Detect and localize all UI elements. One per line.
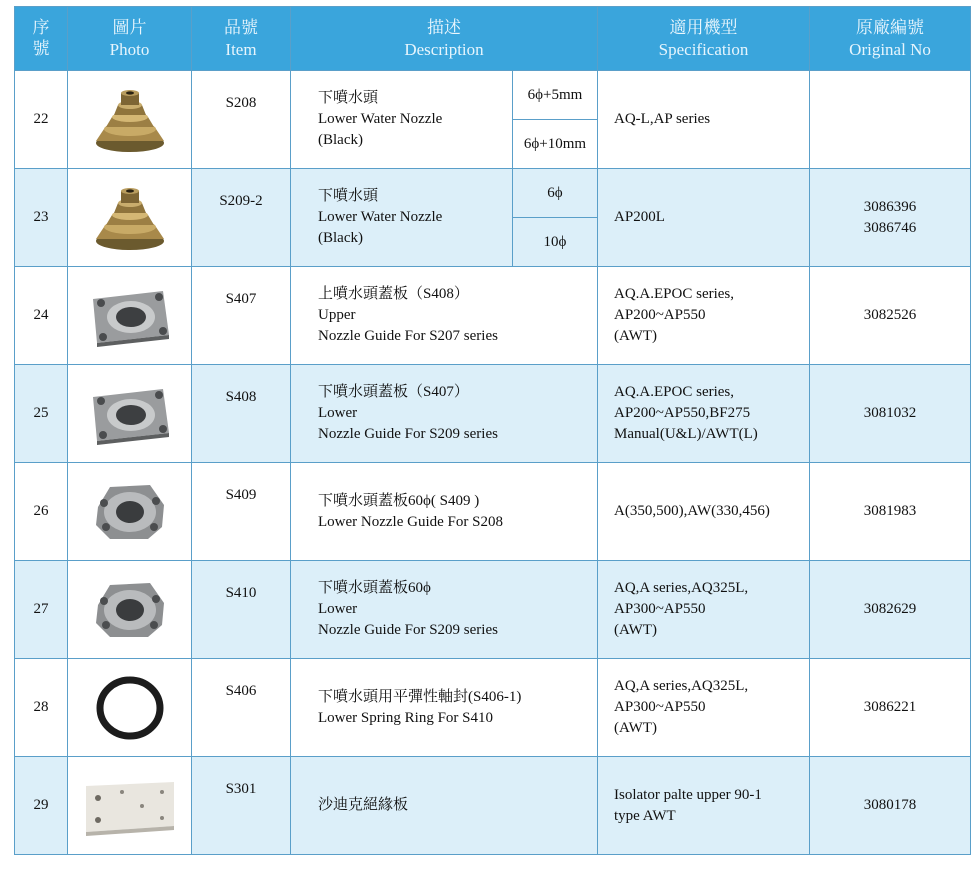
original-no — [810, 169, 971, 267]
specification — [598, 71, 810, 169]
original-number: 3086746 — [863, 219, 917, 236]
table-body — [15, 71, 971, 855]
stepped-nozzle-icon — [90, 209, 170, 225]
part-photo — [68, 561, 192, 659]
specification — [598, 561, 810, 659]
header-no: 序 號 — [15, 7, 68, 71]
part-photo — [68, 267, 192, 365]
o-ring-icon — [95, 699, 165, 715]
specification-line: AQ,A series,AQ325L, — [614, 678, 749, 694]
specification — [598, 659, 810, 757]
description-line: Lower — [318, 601, 358, 617]
table-header — [15, 7, 971, 71]
description-line: 下噴水頭蓋板60ϕ — [318, 580, 431, 596]
description-line: Lower Spring Ring For S410 — [318, 709, 494, 726]
description-line: 上噴水頭蓋板（S408） — [318, 286, 469, 302]
item-code: S410 — [192, 561, 291, 659]
part-photo — [68, 757, 192, 855]
table-row — [15, 267, 971, 365]
original-no — [810, 267, 971, 365]
item-code: S208 — [192, 71, 291, 169]
original-number: 3082629 — [863, 601, 917, 617]
description-line: Nozzle Guide For S207 series — [318, 328, 498, 344]
specification-line: Isolator palte upper 90-1 — [614, 786, 762, 803]
description-line: Lower Water Nozzle — [318, 209, 443, 225]
table-row — [15, 463, 971, 561]
description — [291, 757, 598, 855]
specification — [598, 267, 810, 365]
specification-line: type AWT — [614, 807, 676, 824]
specification — [598, 169, 810, 267]
description — [291, 561, 598, 659]
specification-line: AP300~AP550 — [614, 699, 706, 715]
row-number: 23 — [15, 169, 68, 267]
original-number: 3086396 — [863, 198, 917, 215]
dimension: 6ϕ+10mm — [513, 120, 598, 169]
row-number: 28 — [15, 659, 68, 757]
part-photo — [68, 463, 192, 561]
header-specification: 適用機型 Specification — [598, 7, 810, 71]
header-original-no: 原廠編號 Original No — [810, 7, 971, 71]
description-line: Lower — [318, 405, 358, 421]
original-no — [810, 71, 971, 169]
part-photo — [68, 169, 192, 267]
header-description: 描述 Description — [291, 7, 598, 71]
specification-line: AP200~AP550 — [614, 307, 706, 323]
description-line: Nozzle Guide For S209 series — [318, 426, 498, 442]
specification-line: Manual(U&L)/AWT(L) — [614, 426, 758, 442]
specification-line: AQ.A.EPOC series, — [614, 286, 735, 302]
description-line: 下噴水頭 — [318, 90, 379, 106]
table-row — [15, 365, 971, 463]
part-photo — [68, 659, 192, 757]
description-line: 下噴水頭蓋板（S407） — [318, 384, 469, 400]
original-number: 3080178 — [863, 797, 917, 813]
isolator-plate-icon — [82, 797, 178, 813]
table-row — [15, 757, 971, 855]
description-line: Lower Nozzle Guide For S208 — [318, 513, 503, 530]
item-code: S408 — [192, 365, 291, 463]
row-number: 24 — [15, 267, 68, 365]
item-code: S407 — [192, 267, 291, 365]
square-plate-icon — [85, 405, 175, 421]
original-number: 3081983 — [863, 503, 917, 519]
specification-line: (AWT) — [614, 328, 657, 344]
row-number: 29 — [15, 757, 68, 855]
specification-line: AP300~AP550 — [614, 601, 706, 617]
original-number: 3082526 — [863, 307, 917, 323]
description-line: (Black) — [318, 132, 363, 148]
round-guide-icon — [88, 503, 172, 519]
description-line: (Black) — [318, 230, 363, 246]
specification-line: AP200~AP550,BF275 — [614, 405, 751, 421]
square-plate-icon — [85, 307, 175, 323]
description — [291, 463, 598, 561]
description-line: Upper — [318, 307, 356, 323]
specification-line: AP200L — [614, 209, 665, 225]
part-photo — [68, 365, 192, 463]
table-row — [15, 561, 971, 659]
table-row — [15, 659, 971, 757]
description-line: 下噴水頭蓋板60ϕ( S409 ) — [318, 492, 480, 509]
dimension: 10ϕ — [513, 218, 598, 267]
row-number: 26 — [15, 463, 68, 561]
row-number: 22 — [15, 71, 68, 169]
original-no — [810, 659, 971, 757]
specification-line: (AWT) — [614, 622, 657, 638]
specification-line: AQ,A series,AQ325L, — [614, 580, 749, 596]
specification — [598, 463, 810, 561]
item-code: S209-2 — [192, 169, 291, 267]
description-line: 下噴水頭用平彈性軸封(S406-1) — [318, 688, 522, 705]
specification-line: AQ.A.EPOC series, — [614, 384, 735, 400]
item-code: S409 — [192, 463, 291, 561]
original-number: 3081032 — [863, 405, 917, 421]
description — [291, 659, 598, 757]
parts-table — [14, 6, 971, 855]
row-number: 25 — [15, 365, 68, 463]
description — [291, 169, 513, 267]
round-guide-icon — [88, 601, 172, 617]
table-row — [15, 71, 971, 120]
description — [291, 267, 598, 365]
specification — [598, 757, 810, 855]
dimension: 6ϕ — [513, 169, 598, 218]
specification — [598, 365, 810, 463]
description-line: 下噴水頭 — [318, 188, 379, 204]
item-code: S301 — [192, 757, 291, 855]
original-no — [810, 757, 971, 855]
specification-line: AQ-L,AP series — [614, 111, 711, 127]
description-line: Lower Water Nozzle — [318, 111, 443, 127]
original-no — [810, 561, 971, 659]
description — [291, 71, 513, 169]
header-photo: 圖片 Photo — [68, 7, 192, 71]
specification-line: (AWT) — [614, 720, 657, 736]
dimension: 6ϕ+5mm — [513, 71, 598, 120]
original-no — [810, 463, 971, 561]
stepped-nozzle-icon — [90, 111, 170, 127]
description-line: Nozzle Guide For S209 series — [318, 622, 498, 638]
description — [291, 365, 598, 463]
row-number: 27 — [15, 561, 68, 659]
original-number: 3086221 — [863, 699, 917, 715]
description-line: 沙迪克絕緣板 — [318, 797, 409, 813]
table-row — [15, 169, 971, 218]
specification-line: A(350,500),AW(330,456) — [614, 503, 770, 519]
original-no — [810, 365, 971, 463]
part-photo — [68, 71, 192, 169]
header-item: 品號 Item — [192, 7, 291, 71]
item-code: S406 — [192, 659, 291, 757]
